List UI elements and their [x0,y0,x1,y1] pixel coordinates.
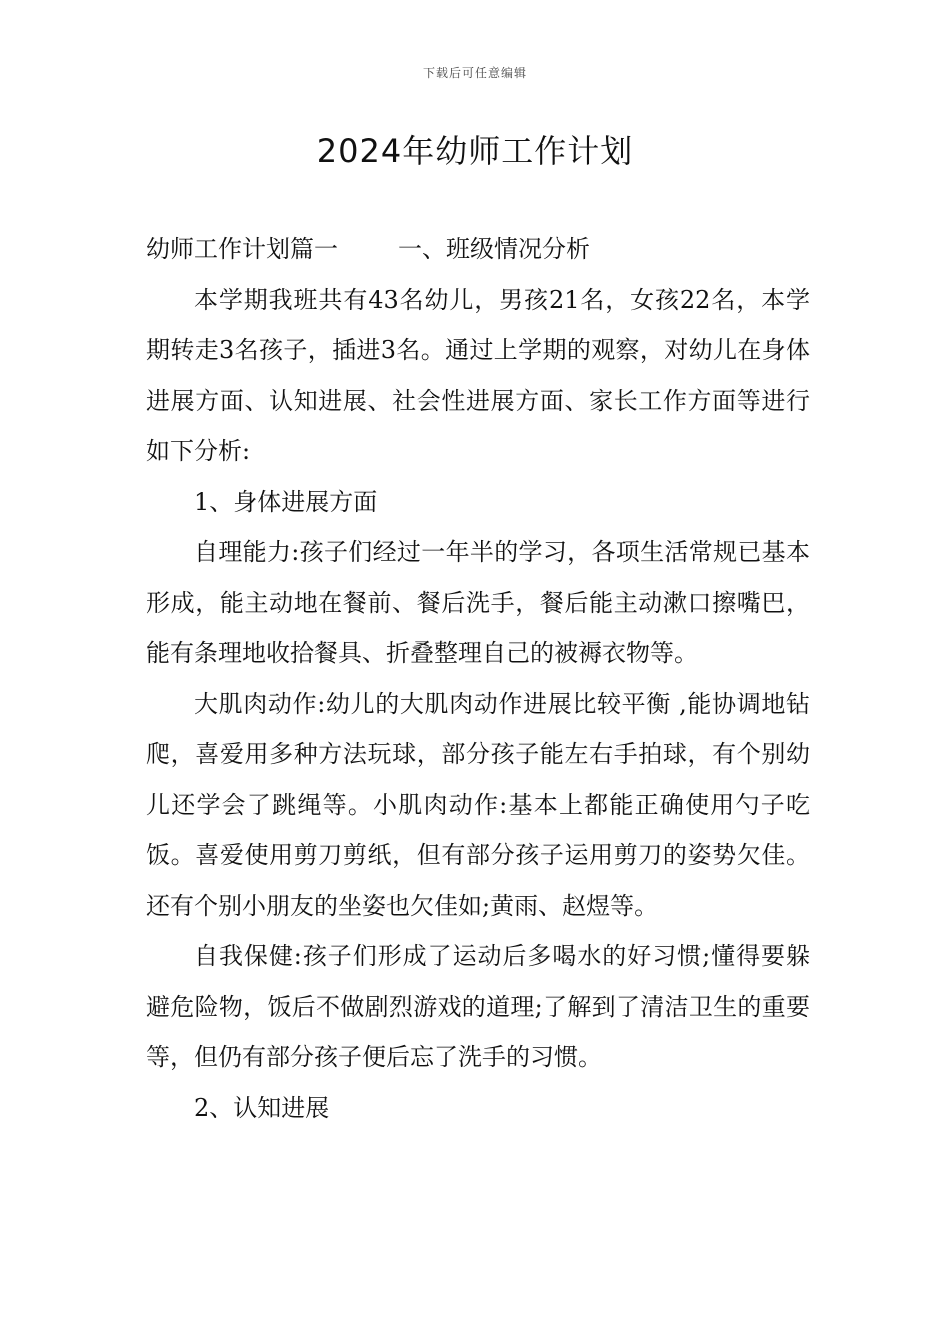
document-title: 2024年幼师工作计划 [316,132,634,170]
subheading-cognitive-development: 2、认知进展 [194,1093,330,1122]
section-heading-line [146,224,810,275]
part-label: 幼师工作计划篇一 [146,235,338,263]
paragraph-class-overview: 本学期我班共有43名幼儿，男孩21名，女孩22名，本学期转走3名孩子，插进3名。通过上学期的观察，对幼儿在身体进展方面、认知进展、社会性进展方面、家长工作方面等进行如下分析: [146,285,810,465]
section-title: 一、班级情况分析 [398,235,590,263]
subheading-physical-development: 1、身体进展方面 [194,487,378,516]
paragraph-self-health: 自我保健:孩子们形成了运动后多喝水的好习惯;懂得要躲避危险物，饭后不做剧烈游戏的道理;了解到了清洁卫生的重要等，但仍有部分孩子便后忘了洗手的习惯。 [146,942,810,1071]
paragraph-motor-skills: 大肌肉动作:幼儿的大肌肉动作进展比较平衡 ,能协调地钻爬，喜爱用多种方法玩球，部分孩子能左右手拍球，有个别幼儿还学会了跳绳等。小肌肉动作:基本上都能正确使用勺子吃饭。喜爱使用剪刀剪纸，但有部分孩子运用剪刀的姿势欠佳。还有个别小朋友的坐姿也欠佳如;黄雨、赵煜等。 [146,689,810,920]
paragraph-self-care: 自理能力:孩子们经过一年半的学习，各项生活常规已基本形成，能主动地在餐前、餐后洗手，餐后能主动漱口擦嘴巴，能有条理地收拾餐具、折叠整理自己的被褥衣物等。 [146,538,810,667]
header-note: 下载后可任意编辑 [422,66,527,80]
document-body [146,224,810,1133]
